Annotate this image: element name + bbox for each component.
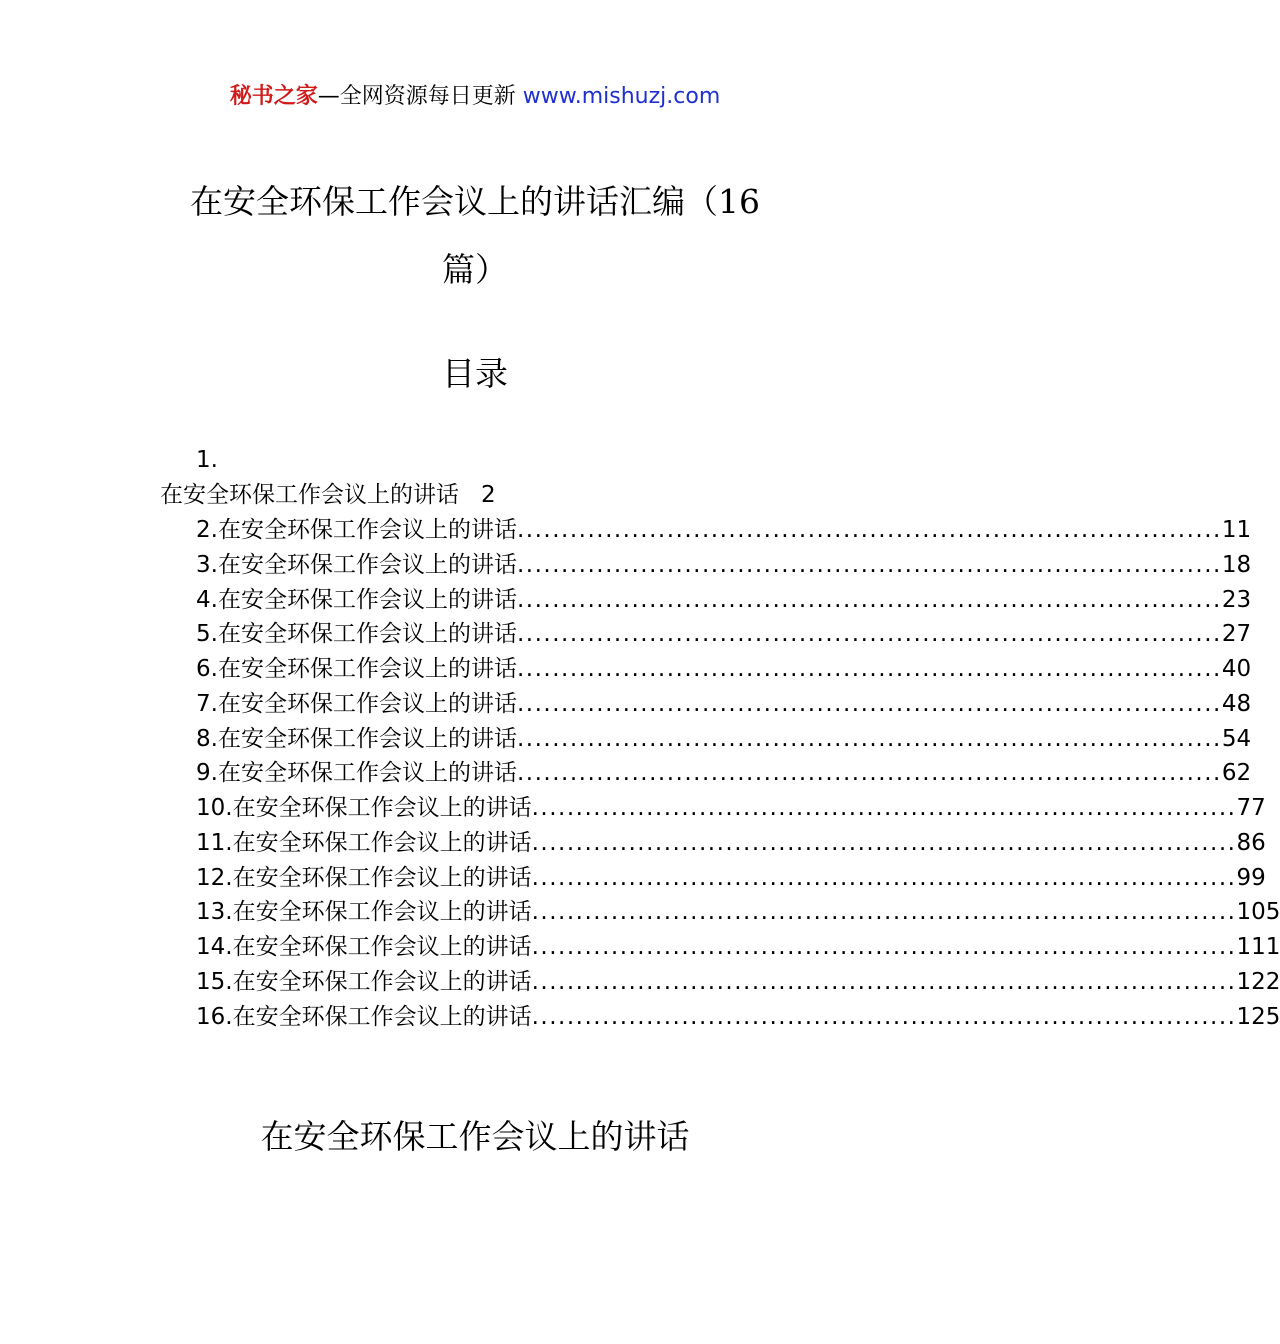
site-url-link[interactable]: www.mishuzj.com (522, 84, 721, 109)
toc-entry[interactable] (196, 863, 1266, 893)
toc-dot-leader: ................................................................................ (531, 968, 1237, 995)
toc-entry-page: 48 (1221, 690, 1252, 717)
toc-dot-leader: ................................................................................ (516, 725, 1222, 752)
section-title: 在安全环保工作会议上的讲话 (260, 1117, 690, 1156)
toc-entry-label: 13.在安全环保工作会议上的讲话 (196, 899, 532, 926)
toc-entry-page: 77 (1236, 795, 1266, 821)
site-tagline: —全网资源每日更新 (317, 84, 516, 109)
toc-entry[interactable] (196, 932, 1280, 962)
toc-entry[interactable] (196, 758, 1252, 788)
toc-dot-leader: ................................................................................ (531, 829, 1237, 856)
toc-entry-label: 9.在安全环保工作会议上的讲话 (196, 760, 517, 787)
toc-entry-page: 2 (481, 482, 496, 508)
toc-entry-label: 10.在安全环保工作会议上的讲话 (196, 795, 532, 821)
toc-entry[interactable] (196, 515, 1252, 545)
toc-entry-label: 15.在安全环保工作会议上的讲话 (196, 968, 532, 995)
toc-entry-label: 5.在安全环保工作会议上的讲话 (196, 621, 517, 648)
toc-entry-page: 40 (1221, 656, 1252, 682)
toc-entry[interactable] (196, 619, 1252, 649)
toc-entry-label: 16.在安全环保工作会议上的讲话 (196, 1003, 532, 1030)
toc-dot-leader: ................................................................................ (516, 690, 1222, 717)
toc-entry-page: 18 (1221, 551, 1252, 578)
toc-entry-page: 11 (1221, 517, 1252, 543)
toc-dot-leader: ................................................................................ (531, 795, 1237, 821)
document-title-text: 在安全环保工作会议上的讲话汇编（ (190, 182, 718, 221)
toc-entry[interactable] (196, 828, 1266, 858)
document-title-line-1 (0, 182, 950, 222)
toc-entry-label: 3.在安全环保工作会议上的讲话 (196, 551, 517, 578)
toc-entry-page: 86 (1236, 829, 1266, 856)
toc-entry-label: 2.在安全环保工作会议上的讲话 (196, 517, 517, 543)
toc-entry-label: 12.在安全环保工作会议上的讲话 (196, 864, 532, 891)
toc-entry[interactable] (196, 689, 1252, 719)
toc-entry-1[interactable] (160, 480, 496, 510)
toc-dot-leader: ................................................................................ (531, 899, 1237, 926)
toc-dot-leader: ................................................................................ (531, 1003, 1237, 1030)
toc-dot-leader: ................................................................................ (516, 656, 1222, 682)
toc-dot-leader: ................................................................................ (516, 621, 1222, 648)
site-header (0, 82, 950, 112)
toc-entry-label: 7.在安全环保工作会议上的讲话 (196, 690, 517, 717)
toc-entry-page: 27 (1221, 621, 1252, 648)
toc-dot-leader: ................................................................................ (516, 551, 1222, 578)
toc-entry[interactable] (196, 585, 1252, 615)
document-title-count: 16 (718, 182, 760, 221)
toc-entry-label: 4.在安全环保工作会议上的讲话 (196, 586, 517, 613)
toc-entry[interactable] (196, 1002, 1280, 1032)
toc-dot-leader: ................................................................................ (516, 760, 1222, 787)
toc-entry-page: 105 (1236, 899, 1280, 926)
site-brand: 秘书之家 (229, 84, 318, 109)
toc-dot-leader: ................................................................................ (516, 586, 1222, 613)
toc-entry[interactable] (196, 897, 1280, 927)
toc-entry-page: 122 (1236, 968, 1280, 995)
toc-entry[interactable] (196, 967, 1280, 997)
toc-entry[interactable] (196, 654, 1252, 684)
toc-entry-page: 99 (1236, 864, 1266, 891)
toc-heading: 目录 (442, 354, 508, 393)
toc-entry-page: 125 (1236, 1003, 1280, 1030)
toc-entry-page: 54 (1221, 725, 1252, 752)
toc-entry-page: 23 (1221, 586, 1252, 613)
toc-dot-leader: ................................................................................ (531, 864, 1237, 891)
toc-entry-label: 6.在安全环保工作会议上的讲话 (196, 656, 517, 682)
toc-entry-label: 11.在安全环保工作会议上的讲话 (196, 829, 532, 856)
toc-entry-page: 111 (1236, 934, 1280, 960)
toc-entry-label: 8.在安全环保工作会议上的讲话 (196, 725, 517, 752)
toc-entry[interactable] (196, 793, 1266, 823)
toc-entry-label: 在安全环保工作会议上的讲话 (160, 482, 459, 508)
document-title-line-2: 篇） (442, 250, 508, 289)
toc-entry-page: 62 (1221, 760, 1252, 787)
toc-dot-leader: ................................................................................ (516, 517, 1222, 543)
toc-entry-label: 14.在安全环保工作会议上的讲话 (196, 934, 532, 960)
toc-entry[interactable] (196, 724, 1252, 754)
toc-entry[interactable] (196, 550, 1252, 580)
toc-entry-1-number[interactable]: 1. (196, 447, 218, 473)
toc-dot-leader: ................................................................................ (531, 934, 1237, 960)
